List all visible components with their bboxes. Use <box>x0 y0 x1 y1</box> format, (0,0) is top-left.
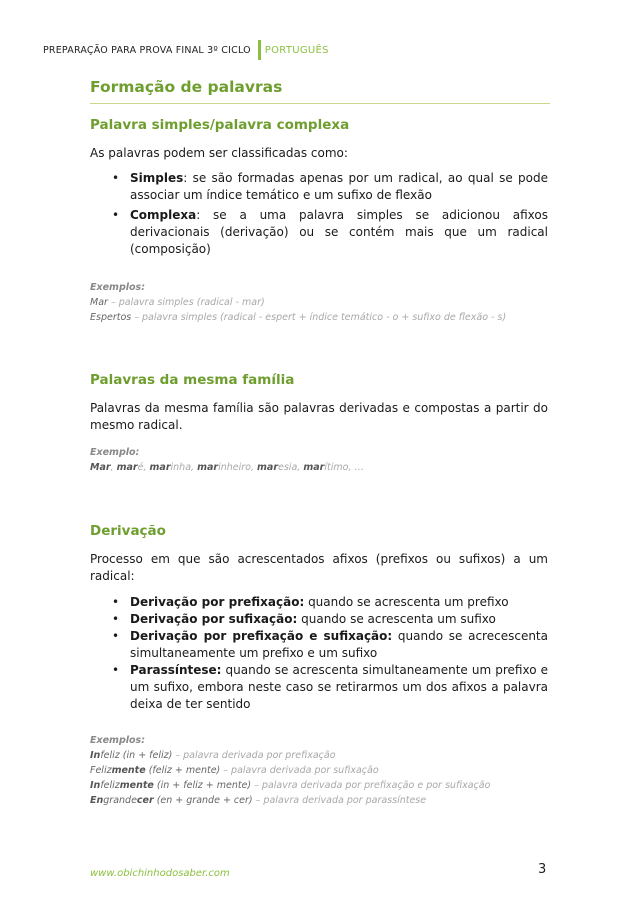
list-item: • Parassíntese: quando se acrescenta simultaneamente um prefixo e um sufixo, embora neste caso se retirarmos um dos afixos a palavra deixa de ter sentido <box>90 662 548 713</box>
list-item: • Derivação por prefixação: quando se acrescenta um prefixo <box>90 594 548 611</box>
section-heading-derivation: Derivação <box>90 523 166 539</box>
examples-label: Exemplo: <box>90 447 140 458</box>
example-line: Espertos – palavra simples (radical - espert + índice temático - o + sufixo de flexão - s) <box>90 312 507 323</box>
example-line: Mar – palavra simples (radical - mar) <box>90 297 265 308</box>
example-line: Engrandecer (en + grande + cer) – palavra derivada por parassíntese <box>90 795 427 806</box>
page-title: Formação de palavras <box>90 78 283 96</box>
page-header <box>43 39 329 61</box>
example-line: Mar, maré, marinha, marinheiro, maresia, marítimo, … <box>90 462 364 473</box>
bullet-list <box>90 594 548 713</box>
examples-label: Exemplos: <box>90 282 145 293</box>
section-heading-word-family: Palavras da mesma família <box>90 372 295 388</box>
examples-label: Exemplos: <box>90 735 145 746</box>
title-underline <box>90 103 550 104</box>
section-text: Palavras da mesma família são palavras derivadas e compostas a partir do mesmo radical. <box>90 401 548 432</box>
list-item: • Complexa: se a uma palavra simples se adicionou afixos derivacionais (derivação) ou se contém mais que um radical (composição) <box>90 207 548 258</box>
examples-block <box>90 445 548 475</box>
footer-website: www.obichinhodosaber.com <box>90 868 230 879</box>
header-course-title: PREPARAÇÃO PARA PROVA FINAL 3º CICLO <box>43 44 251 56</box>
list-item: • Simples: se são formadas apenas por um radical, ao qual se pode associar um índice temático e um sufixo de flexão <box>90 170 548 204</box>
examples-block <box>90 280 548 325</box>
section-heading-simple-complex: Palavra simples/palavra complexa <box>90 117 350 133</box>
header-divider <box>258 40 261 60</box>
list-item: • Derivação por sufixação: quando se acrescenta um sufixo <box>90 611 548 628</box>
header-subject: PORTUGUÊS <box>264 44 329 56</box>
page-content <box>90 78 548 808</box>
page-number: 3 <box>538 862 547 877</box>
example-line: Infeliz (in + feliz) – palavra derivada por prefixação <box>90 750 336 761</box>
bullet-list <box>90 170 548 258</box>
example-line: Infelizmente (in + feliz + mente) – palavra derivada por prefixação e por sufixação <box>90 780 491 791</box>
examples-block <box>90 733 548 808</box>
section-intro: Processo em que são acrescentados afixos (prefixos ou sufixos) a um radical: <box>90 552 548 583</box>
section-intro: As palavras podem ser classificadas como: <box>90 146 348 160</box>
example-line: Felizmente (feliz + mente) – palavra derivada por sufixação <box>90 765 379 776</box>
list-item: • Derivação por prefixação e sufixação: quando se acrecescenta simultaneamente um prefixo e um sufixo <box>90 628 548 662</box>
